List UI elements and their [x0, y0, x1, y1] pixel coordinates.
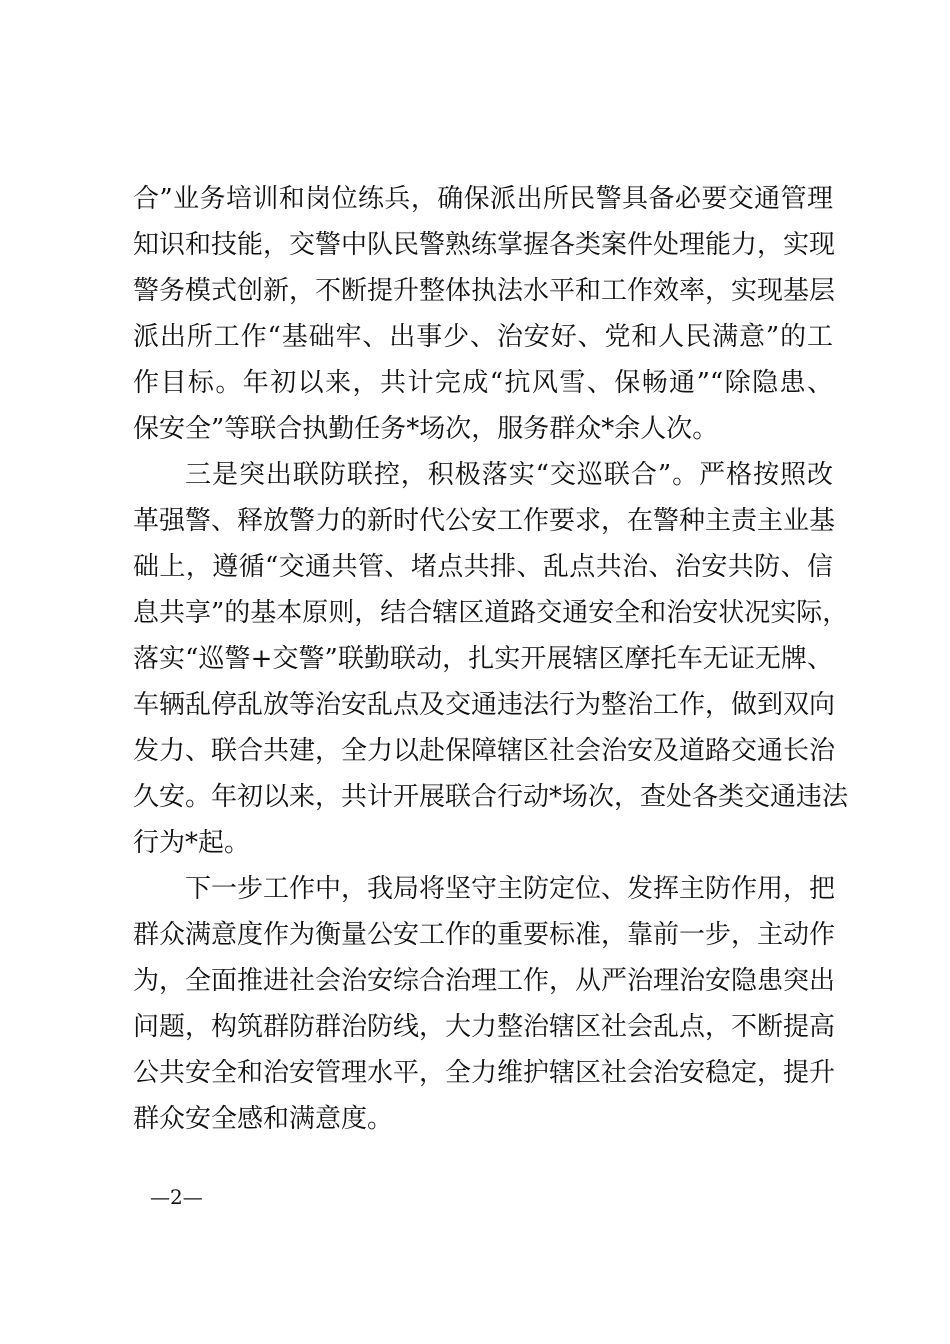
text-line: 三是突出联防联控，积极落实“交巡联合”。严格按照改: [185, 460, 833, 490]
text-line: 为，全面推进社会治安综合治理工作，从严治理治安隐患突出: [133, 966, 836, 996]
text-line: 派出所工作“基础牢、出事少、治安好、党和人民满意”的工: [133, 322, 833, 352]
text-line: 作目标。年初以来，共计完成“抗风雪、保畅通”“除隐患、: [133, 368, 833, 398]
text-line: 警务模式创新，不断提升整体执法水平和工作效率，实现基层: [133, 276, 836, 306]
text-line: 问题，构筑群防群治防线，大力整治辖区社会乱点，不断提高: [133, 1012, 836, 1042]
text-line: 群众满意度作为衡量公安工作的重要标准，靠前一步，主动作: [133, 920, 836, 950]
text-line: 保安全”等联合执勤任务*场次，服务群众*余人次。: [133, 414, 719, 444]
text-line: 革强警、释放警力的新时代公安工作要求，在警种主责主业基: [133, 506, 836, 536]
paragraph: [133, 452, 849, 866]
text-line: 久安。年初以来，共计开展联合行动*场次，查处各类交通违法: [133, 782, 849, 812]
text-line: 落实“巡警+交警”联勤联动，扎实开展辖区摩托车无证无牌、: [133, 644, 833, 674]
text-line: 息共享”的基本原则，结合辖区道路交通安全和治安状况实际，: [133, 598, 849, 628]
text-line: 群众安全感和满意度。: [133, 1104, 394, 1134]
text-line: 车辆乱停乱放等治安乱点及交通违法行为整治工作，做到双向: [133, 690, 836, 720]
paragraph: [133, 866, 836, 1142]
text-line: 础上，遵循“交通共管、堵点共排、乱点共治、治安共防、信: [133, 552, 833, 582]
text-line: 下一步工作中，我局将坚守主防定位、发挥主防作用，把: [185, 874, 836, 904]
body-text: [133, 176, 849, 1142]
text-line: 合”业务培训和岗位练兵，确保派出所民警具备必要交通管理: [133, 184, 833, 214]
text-line: 发力、联合共建，全力以赴保障辖区社会治安及道路交通长治: [133, 736, 836, 766]
text-line: 知识和技能，交警中队民警熟练掌握各类案件处理能力，实现: [133, 230, 836, 260]
paragraph: [133, 176, 836, 452]
text-line: 公共安全和治安管理水平，全力维护辖区社会治安稳定，提升: [133, 1058, 836, 1088]
text-line: 行为*起。: [133, 828, 251, 858]
page-number: —2—: [150, 1185, 203, 1209]
